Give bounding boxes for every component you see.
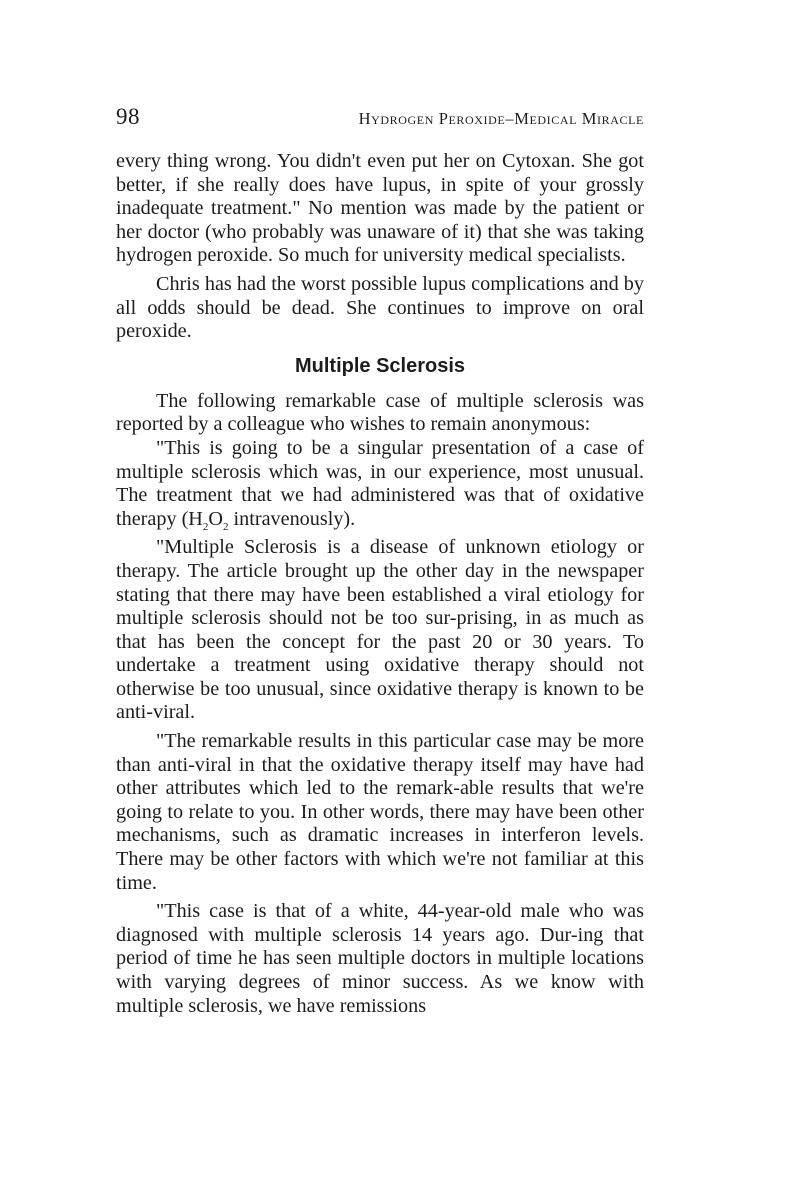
paragraph-continued: every thing wrong. You didn't even put her on Cytoxan. She got better, if she really does have lupus, in spite of your grossly inadequate treatment." No mention was made by the patient or her doctor (who probably was unaware of it) that she was taking hydrogen peroxide. So much for university medical specialists.: [116, 150, 644, 267]
formula-o: O: [208, 507, 223, 530]
page-number: 98: [116, 104, 140, 129]
running-header: [116, 104, 644, 138]
body-text: [116, 150, 644, 1018]
presentation-text-end: intravenously).: [228, 507, 356, 530]
formula-subscript-o: 2: [222, 520, 229, 533]
paragraph-patient: "This case is that of a white, 44-year-old male who was diagnosed with multiple sclerosis 14 years ago. Dur-ing that period of time he has seen multiple doctors in multiple locations with varying degrees of minor success. As we know with multiple sclerosis, we have remissions: [116, 900, 644, 1017]
formula-subscript-h: 2: [202, 520, 209, 533]
running-title: Hydrogen Peroxide–Medical Miracle: [358, 109, 644, 128]
book-page: [116, 104, 644, 1018]
paragraph-case-intro: The following remarkable case of multiple sclerosis was reported by a colleague who wishes to remain anonymous:: [116, 389, 644, 436]
paragraph-presentation: [116, 437, 644, 531]
presentation-text: "This is going to be a singular presentation of a case of multiple sclerosis which was, in our experience, most unusual. The treatment that we had administered was that of oxidative therapy (H: [116, 436, 644, 530]
paragraph-etiology: "Multiple Sclerosis is a disease of unknown etiology or therapy. The article brought up the other day in the newspaper stating that there may have been established a viral etiology for multiple sclerosis should not be too sur-prising, in as much as that has been the concept for the past 20 or 30 years. To undertake a treatment using oxidative therapy should not otherwise be too unusual, since oxidative therapy is known to be anti-viral.: [116, 536, 644, 724]
paragraph-chris: Chris has had the worst possible lupus complications and by all odds should be dead. She continues to improve on oral peroxide.: [116, 272, 644, 343]
section-heading: Multiple Sclerosis: [294, 354, 466, 377]
paragraph-results: "The remarkable results in this particular case may be more than anti-viral in that the oxidative therapy itself may have had other attributes which led to the remark-able results that we're going to relate to you. In other words, there may have been other mechanisms, such as dramatic increases in interferon levels. There may be other factors with which we're not familiar at this time.: [116, 730, 644, 894]
